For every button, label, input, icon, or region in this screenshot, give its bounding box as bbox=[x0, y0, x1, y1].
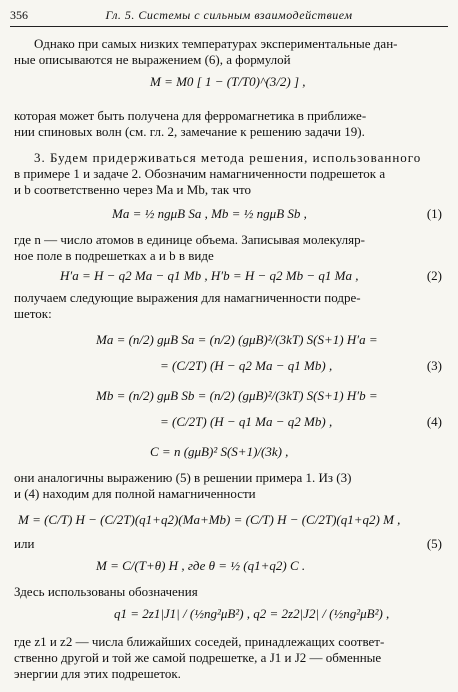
equation-number: (1) bbox=[426, 206, 442, 221]
equation-number: (2) bbox=[426, 268, 442, 283]
equation-1: Ma = ½ ngμB Sa , Mb = ½ ngμB Sb , bbox=[112, 206, 307, 221]
text-line: ное поле в подрешетках a и b в виде bbox=[14, 248, 214, 263]
text-line: Однако при самых низких температурах экспериментальные дан- bbox=[34, 36, 398, 51]
running-title: Гл. 5. Системы с сильным взаимодействием bbox=[105, 8, 353, 22]
running-header bbox=[10, 6, 448, 27]
text-line: Здесь использованы обозначения bbox=[14, 584, 198, 599]
equation-3b: = (C/2T) (H − q2 Ma − q1 Mb) , bbox=[160, 358, 333, 373]
equation-q-definitions: q1 = 2z1|J1| / (½ng²μB²) , q2 = 2z2|J2| / (½ng²μB²) , bbox=[114, 606, 390, 621]
equation-4b: = (C/2T) (H − q1 Ma − q2 Mb) , bbox=[160, 414, 333, 429]
text-line: где n — число атомов в единице объема. Записывая молекуляр- bbox=[14, 232, 365, 247]
text-line: которая может быть получена для ферромагнетика в приближе- bbox=[14, 108, 367, 123]
text-line: и (4) находим для полной намагниченности bbox=[14, 486, 256, 501]
text-line: они аналогичны выражению (5) в решении примера 1. Из (3) bbox=[14, 470, 352, 485]
equation-3a: Ma = (n/2) gμB Sa = (n/2) (gμB)²/(3kT) S(S+1) H′a = bbox=[96, 332, 378, 347]
text-line: нии спиновых волн (см. гл. 2, замечание к решению задачи 19). bbox=[14, 124, 365, 139]
text-line: или bbox=[14, 536, 35, 551]
text-line: 3. Будем придерживаться метода решения, использованного bbox=[34, 150, 422, 165]
equation-curie-constant: C = n (gμB)² S(S+1)/(3k) , bbox=[150, 444, 289, 459]
equation-number: (5) bbox=[426, 536, 442, 551]
text-line: получаем следующие выражения для намагниченности подре- bbox=[14, 290, 361, 305]
text-line: где z1 и z2 — числа ближайших соседей, принадлежащих соответ- bbox=[14, 634, 385, 649]
text-line: ственно другой и той же самой подрешетке, а J1 и J2 — обменные bbox=[14, 650, 382, 665]
equation-4a: Mb = (n/2) gμB Sb = (n/2) (gμB)²/(3kT) S(S+1) H′b = bbox=[96, 388, 378, 403]
text-line: в примере 1 и задаче 2. Обозначим намагниченности подрешеток a bbox=[14, 166, 386, 181]
equation-5b: M = C/(T+θ) H , где θ = ½ (q1+q2) C . bbox=[96, 558, 306, 573]
equation-5a: M = (C/T) H − (C/2T)(q1+q2)(Ma+Mb) = (C/T) H − (C/2T)(q1+q2) M , bbox=[18, 512, 401, 527]
equation-number: (3) bbox=[426, 358, 442, 373]
text-line: шеток: bbox=[14, 306, 52, 321]
equation-low-temp: M = M0 [ 1 − (T/T0)^(3/2) ] , bbox=[150, 74, 306, 89]
equation-2: H′a = H − q2 Ma − q1 Mb , H′b = H − q2 Mb − q1 Ma , bbox=[60, 268, 359, 283]
page-number: 356 bbox=[10, 8, 28, 22]
text-line: ные описываются не выражением (6), а формулой bbox=[14, 52, 291, 67]
text-line: энергии для этих подрешеток. bbox=[14, 666, 181, 681]
text-line: и b соответственно через Ma и Mb, так что bbox=[14, 182, 252, 197]
equation-number: (4) bbox=[426, 414, 442, 429]
